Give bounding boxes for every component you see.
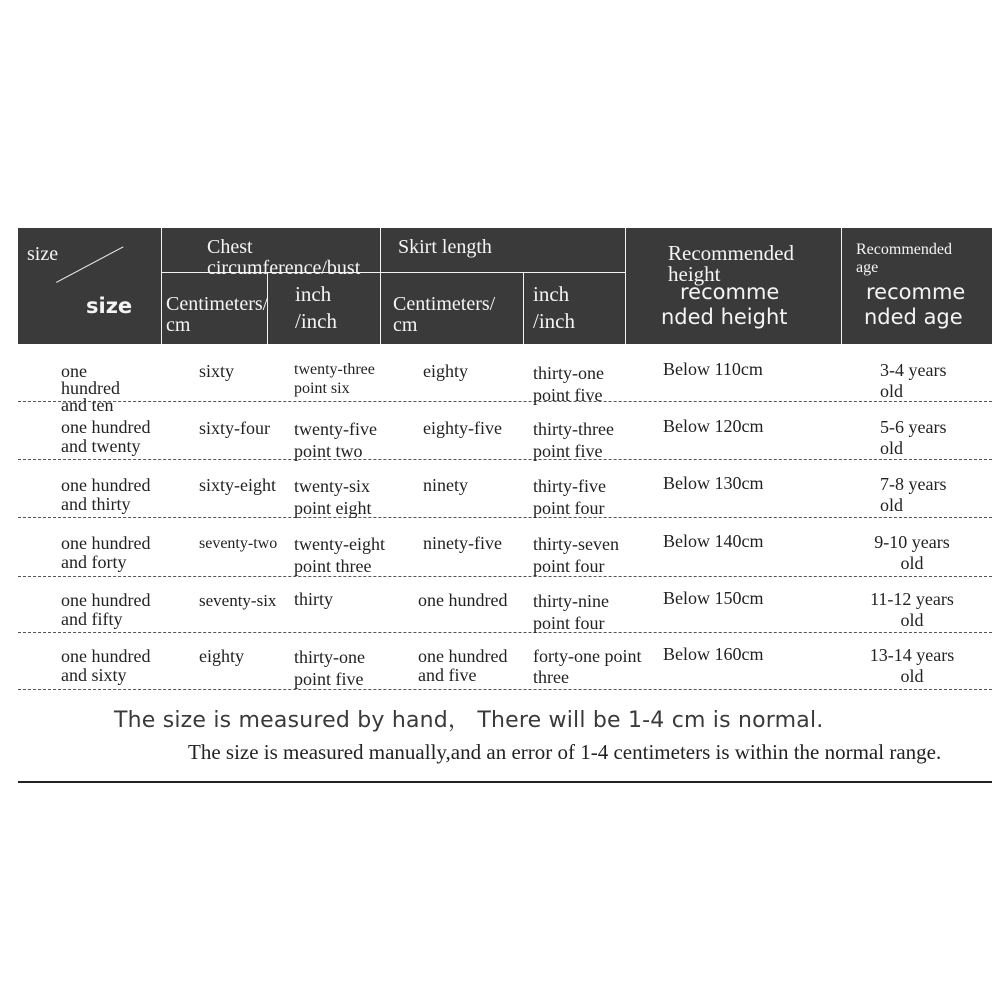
- skirt-inch-cell: [533, 533, 619, 577]
- age-line: old: [880, 381, 904, 401]
- height-cell: Below 140cm: [663, 531, 764, 551]
- skirt-inch-cell: [533, 418, 614, 462]
- size-line: and twenty: [61, 436, 141, 456]
- height-cell: Below 130cm: [663, 473, 764, 493]
- size-line: and thirty: [61, 494, 131, 514]
- skirt-cm-line: one hundred: [418, 646, 508, 666]
- skirt-cm-cell: ninety: [423, 475, 468, 495]
- chest-inch-line: point three: [294, 556, 372, 576]
- skirt-inch-cell: [533, 475, 606, 519]
- note-measurement-error: The size is measured manually,and an error of 1-4 centimeters is within the normal range.: [188, 740, 942, 764]
- age-line: old: [900, 666, 924, 686]
- skirt-inch-line: thirty-nine: [533, 591, 609, 611]
- header-chest-inch-2: /inch: [295, 309, 337, 333]
- chest-inch-cell: [294, 533, 385, 577]
- header-age-2: age: [856, 259, 879, 276]
- chest-inch-cell: [294, 590, 333, 609]
- age-cell: [880, 417, 946, 459]
- header-skirt-inch-2: /inch: [533, 309, 575, 333]
- table-bottom-border: [18, 781, 992, 783]
- size-line: one hundred: [61, 417, 151, 437]
- chest-inch-line: point six: [294, 380, 350, 397]
- age-cell: [864, 645, 960, 687]
- skirt-cm-cell: [418, 647, 507, 685]
- skirt-cm-line: and five: [418, 665, 477, 685]
- age-line: 7-8 years: [880, 474, 947, 494]
- age-line: 5-6 years: [880, 417, 947, 437]
- skirt-inch-line: thirty-one: [533, 363, 604, 383]
- table-header: [18, 228, 992, 344]
- age-line: old: [900, 553, 924, 573]
- size-cell: [61, 591, 150, 629]
- header-age-1: Recommended: [856, 241, 952, 258]
- age-line: 11-12 years: [870, 589, 954, 609]
- size-cell: [61, 476, 150, 514]
- size-line: one hundred: [61, 475, 151, 495]
- skirt-inch-line: point five: [533, 441, 603, 461]
- size-line: and ten: [61, 395, 114, 415]
- skirt-inch-line: three: [533, 667, 569, 687]
- height-cell: Below 110cm: [663, 359, 763, 379]
- header-age-3: recomme: [866, 280, 966, 304]
- note-measured-by-hand: The size is measured by hand， There will be 1-4 cm is normal.: [114, 708, 824, 733]
- chest-cm-cell: eighty: [199, 646, 244, 666]
- table-row: [18, 460, 992, 518]
- skirt-inch-line: thirty-three: [533, 419, 614, 439]
- chest-inch-line: point five: [294, 669, 364, 689]
- header-chest-group: Chest circumference/bust: [207, 236, 361, 279]
- chest-inch-line: twenty-three: [294, 361, 375, 378]
- skirt-cm-cell: one hundred: [418, 590, 508, 610]
- skirt-inch-line: thirty-five: [533, 476, 606, 496]
- header-diagonal: [56, 246, 124, 283]
- size-line: hundred: [61, 378, 120, 398]
- size-chart: [18, 228, 992, 784]
- age-cell: [880, 474, 946, 516]
- age-line: old: [880, 495, 904, 515]
- chest-inch-line: thirty-one: [294, 647, 365, 667]
- height-cell: Below 160cm: [663, 644, 764, 664]
- chest-cm-cell: seventy-two: [199, 535, 278, 552]
- size-line: and fifty: [61, 609, 123, 629]
- age-cell: [871, 532, 953, 574]
- header-height-4: nded height: [661, 305, 788, 329]
- skirt-cm-cell: eighty: [423, 361, 468, 381]
- header-chest-cm: Centimeters/ cm: [166, 293, 269, 336]
- skirt-inch-line: point five: [533, 385, 603, 405]
- chest-inch-line: twenty-eight: [294, 534, 385, 554]
- age-cell: [880, 360, 946, 402]
- height-cell: Below 120cm: [663, 416, 764, 436]
- skirt-inch-line: point four: [533, 556, 605, 576]
- skirt-inch-line: point four: [533, 498, 605, 518]
- chest-inch-line: thirty: [294, 589, 333, 609]
- size-line: one: [61, 361, 87, 381]
- header-skirt-group: Skirt length: [398, 236, 492, 258]
- chest-cm-cell: seventy-six: [199, 591, 277, 610]
- age-line: old: [900, 610, 924, 630]
- size-line: one hundred: [61, 590, 151, 610]
- size-line: one hundred: [61, 646, 151, 666]
- skirt-inch-cell: [533, 590, 609, 634]
- size-line: and forty: [61, 552, 127, 572]
- header-divider: [161, 228, 162, 344]
- header-skirt-inch-1: inch: [533, 282, 570, 306]
- table-row: [18, 577, 992, 633]
- chest-inch-line: point two: [294, 441, 363, 461]
- header-size-top: size: [27, 243, 59, 265]
- header-divider: [625, 228, 626, 344]
- header-divider: [841, 228, 842, 344]
- chest-inch-line: twenty-six: [294, 476, 370, 496]
- header-height-2: height: [668, 262, 721, 286]
- header-size-bottom: size: [86, 294, 133, 318]
- size-cell: [61, 418, 150, 456]
- header-skirt-cm: Centimeters/ cm: [393, 293, 496, 336]
- table-row: [18, 518, 992, 577]
- size-line: one hundred: [61, 533, 151, 553]
- height-cell: Below 150cm: [663, 588, 764, 608]
- chest-cm-cell: sixty-eight: [199, 475, 276, 495]
- age-cell: [864, 589, 960, 631]
- skirt-inch-line: forty-one point: [533, 646, 642, 666]
- skirt-inch-line: point four: [533, 613, 605, 633]
- chest-inch-cell: [294, 475, 372, 519]
- chest-inch-line: point eight: [294, 498, 372, 518]
- skirt-inch-cell: [533, 362, 604, 406]
- age-line: 13-14 years: [869, 645, 955, 665]
- header-height-1: Recommended: [668, 241, 794, 265]
- chest-inch-cell: [294, 360, 375, 398]
- skirt-cm-cell: ninety-five: [423, 533, 502, 553]
- skirt-inch-line: thirty-seven: [533, 534, 619, 554]
- header-height-3: recomme: [680, 280, 780, 304]
- table-row: [18, 402, 992, 460]
- skirt-inch-cell: [533, 646, 641, 688]
- chest-inch-line: twenty-five: [294, 419, 377, 439]
- chest-cm-cell: sixty: [199, 361, 235, 381]
- chest-cm-cell: sixty-four: [199, 418, 270, 438]
- chest-inch-cell: [294, 418, 377, 462]
- header-chest-inch-1: inch: [295, 282, 332, 306]
- age-line: 9-10 years: [874, 532, 950, 552]
- size-line: and sixty: [61, 665, 127, 685]
- table-row: [18, 633, 992, 690]
- chest-inch-cell: [294, 646, 365, 690]
- header-age-4: nded age: [864, 305, 963, 329]
- age-line: 3-4 years: [880, 360, 947, 380]
- table-row: [18, 344, 992, 415]
- size-cell: [61, 647, 150, 685]
- age-line: old: [880, 438, 904, 458]
- size-cell: [61, 534, 150, 572]
- skirt-cm-cell: eighty-five: [423, 418, 502, 438]
- header-divider: [523, 272, 524, 344]
